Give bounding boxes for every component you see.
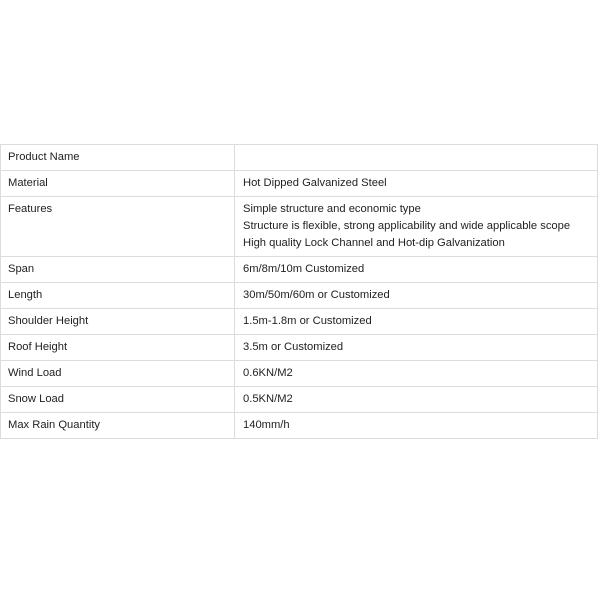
table-row bbox=[1, 335, 598, 361]
row-value: 6m/8m/10m Customized bbox=[235, 257, 598, 283]
table-row bbox=[1, 145, 598, 171]
feature-line: Structure is flexible, strong applicability and wide applicable scope bbox=[243, 220, 571, 232]
table-row bbox=[1, 197, 598, 257]
row-label: Shoulder Height bbox=[1, 309, 235, 335]
row-value: Hot Dipped Galvanized Steel bbox=[235, 171, 598, 197]
table-row bbox=[1, 309, 598, 335]
table-row bbox=[1, 361, 598, 387]
row-value bbox=[235, 145, 598, 171]
table-row bbox=[1, 171, 598, 197]
row-label: Span bbox=[1, 257, 235, 283]
row-label: Snow Load bbox=[1, 387, 235, 413]
row-label: Max Rain Quantity bbox=[1, 413, 235, 439]
row-value: 3.5m or Customized bbox=[235, 335, 598, 361]
table-row bbox=[1, 387, 598, 413]
row-value: 0.6KN/M2 bbox=[235, 361, 598, 387]
feature-line: High quality Lock Channel and Hot-dip Galvanization bbox=[243, 237, 505, 249]
row-label: Features bbox=[1, 197, 235, 257]
row-value-features bbox=[235, 197, 598, 257]
row-value: 140mm/h bbox=[235, 413, 598, 439]
row-value: 1.5m-1.8m or Customized bbox=[235, 309, 598, 335]
row-label: Wind Load bbox=[1, 361, 235, 387]
row-value: 30m/50m/60m or Customized bbox=[235, 283, 598, 309]
row-value: 0.5KN/M2 bbox=[235, 387, 598, 413]
table-row bbox=[1, 413, 598, 439]
row-label: Roof Height bbox=[1, 335, 235, 361]
row-label: Length bbox=[1, 283, 235, 309]
table-row bbox=[1, 283, 598, 309]
feature-line: Simple structure and economic type bbox=[243, 203, 421, 215]
row-label: Material bbox=[1, 171, 235, 197]
row-label: Product Name bbox=[1, 145, 235, 171]
table-row bbox=[1, 257, 598, 283]
spec-table bbox=[0, 144, 598, 439]
